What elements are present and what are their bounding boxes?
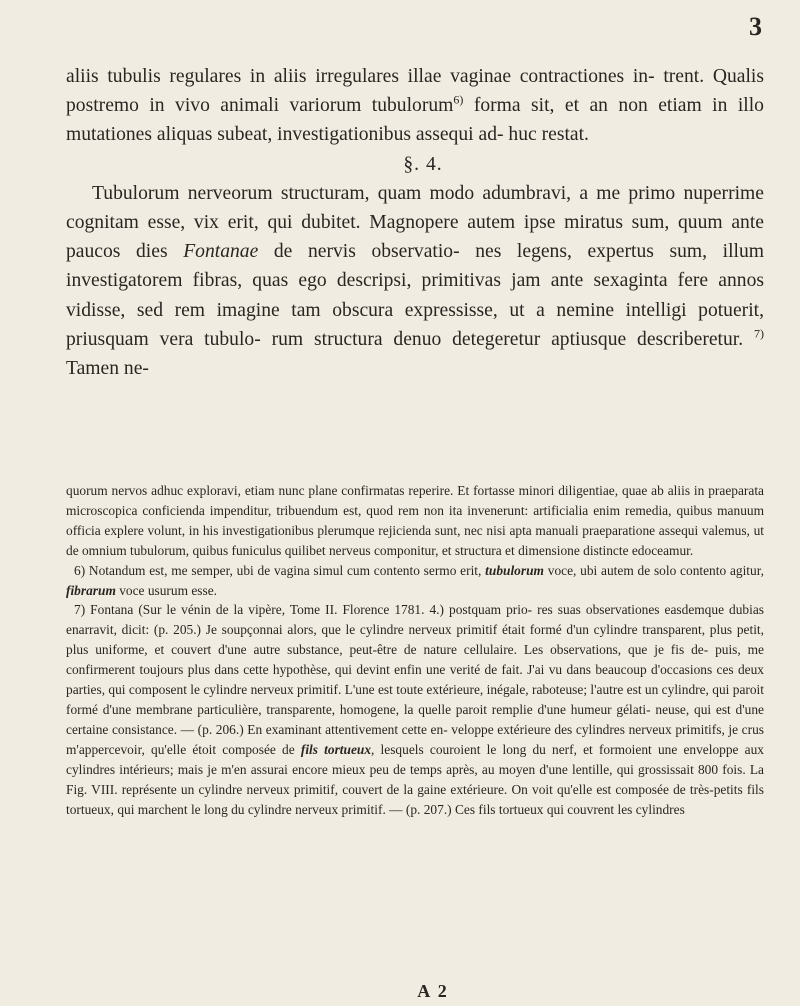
footnote-ref-7: 7) (754, 326, 764, 341)
footnote-6: 6) Notandum est, me semper, ubi de vagina simul cum contento sermo erit, tubulorum voce, ubi autem de solo contento agitur, fibrarum voce usurum esse. (66, 562, 764, 598)
paragraph-2: Tubulorum nerveorum structuram, quam modo adumbravi, a me primo nuperrime cognitam esse, vix erit, qui dubitet. Magnopere autem ipse miratus sum, quum ante paucos dies Fontanae de nervis observatio- nes legens, expertus sum, illum investigatorem fibras, quas ego descripsi, primitivas jam ante sexaginta fere annos vidisse, sed rem imagine tam obscura expressisse, ut a nemine intelligi potuerit, priusquam vera tubulo- rum structura denuo detegeretur aptiusque describeretur. $^{7)}$ Tamen ne- (66, 182, 764, 380)
footnotes (66, 481, 764, 819)
main-text (66, 62, 764, 383)
footnote-label: 7) (74, 602, 86, 618)
section-heading: §. 4. (403, 153, 443, 175)
page-number: 3 (749, 12, 762, 41)
footnote-continuation: quorum nervos adhuc exploravi, etiam nunc plane confirmatas reperire. Et fortasse minori diligentiae, quae ab aliis in praeparata microscopica conficienda impenditur, tribuendum est, quod rem non ita invenerunt: artificialia enim remedia, quibus manuum officia explere volunt, in his investigationibus plerumque rejicienda sunt, nec nisi apta manuali praeparatione assequi valemus, ut de omnium tubulorum, quibus funiculus quilibet nerveus componitur, et structura et dimensione distincte edoceamur. (66, 483, 764, 558)
footnote-label: 6) (74, 562, 86, 578)
footnote-7: 7) Fontana (Sur le vénin de la vipère, Tome II. Florence 1781. 4.) postquam prio- res suas observationes easdemque dubias enarravit, dicit: (p. 205.) Je soupçonnai alors, que le cylindre nerveux primitif était formé d'un cylindre transparent, plus petit, plus uniforme, et couvert d'une autre substance, peut-être de nature cellulaire. Les observations, que je fis de- puis, me confirmerent toujours plus dans cette hypothèse, qui devint enfin une verité de fait. J'ai vu dans beaucoup d'occasions ces deux parties, qui composent le cylindre nerveux primitif. L'une est toute extérieure, inégale, raboteuse; l'autre est un cylindre, qui paroit formé d'une membrane particulière, transparente, homogene, la quelle paroit remplie d'une humeur gélati- neuse, qui est d'une certaine consistance. — (p. 206.) En examinant attentivement cette en- veloppe extérieure des cylindres nerveux primitifs, je crus m'appercevoir, qu'elle étoit composée de fils tortueux, lesquels couroient le long du nerf, et formoient une enveloppe aux cylindres intérieurs; mais je m'en assurai encore mieux peu de temps après, au moyen d'une lentille, qui grossissait 800 fois. La Fig. VIII. représente un cylindre nerveux primitif, couvert de la gaine extérieure. On voit qu'elle est composée de très-petits fils tortueux, qui marchent le long du cylindre nerveux primitif. — (p. 207.) Ces fils tortueux qui couvrent les cylindres (66, 602, 764, 817)
printer-signature: A 2 (417, 981, 449, 1001)
paragraph-1: aliis tubulis regulares in aliis irregulares illae vaginae contractiones in- trent. Qualis postremo in vivo animali variorum tubulorum$^{6)}$ forma sit, et an non etiam in illo mutationes aliquas subeat, investigationibus assequi ad- huc restat. (66, 66, 764, 146)
footnote-ref-6: 6) (453, 92, 464, 107)
